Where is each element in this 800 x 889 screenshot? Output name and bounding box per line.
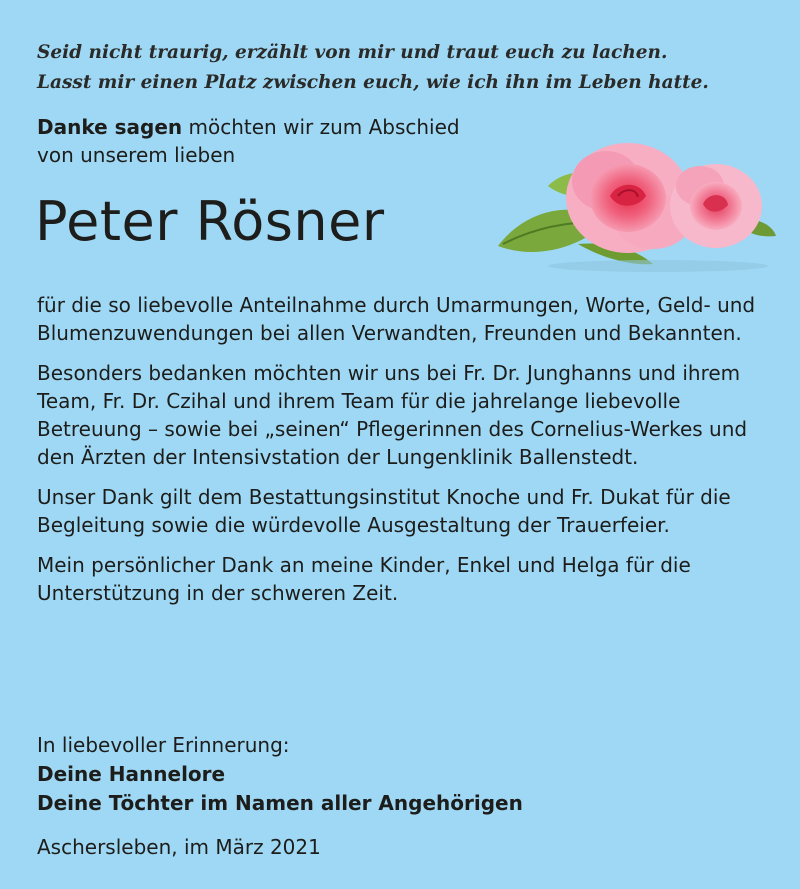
signature-family: Deine Töchter im Namen aller Angehörigen xyxy=(37,791,523,815)
signature-wife: Deine Hannelore xyxy=(37,762,226,786)
place-date: Aschersleben, im März 2021 xyxy=(37,835,321,859)
body-text xyxy=(37,291,777,619)
intro-bold: Danke sagen xyxy=(37,115,183,139)
deceased-name: Peter Rösner xyxy=(35,190,385,253)
paragraph-special-thanks: Besonders bedanken möchten wir uns bei Fr. Dr. Junghanns und ihrem Team, Fr. Dr. Czihal und ihrem Team für die jahrelange liebevolle Betreuung – sowie bei „seinen“ Pflegerinnen des Cornelius-Werkes und den Ärzten der Intensivstation der Lungenklinik Ballenstedt. xyxy=(37,361,748,469)
motto-line-2: Lasst mir einen Platz zwischen euch, wie ich ihn im Leben hatte. xyxy=(37,72,709,93)
closing-signature xyxy=(37,731,777,818)
intro-text xyxy=(37,113,497,169)
intro-rest: möchten wir zum Abschied xyxy=(182,115,460,139)
intro-line-2: von unserem lieben xyxy=(37,143,236,167)
roses-icon xyxy=(488,126,778,274)
motto-quote xyxy=(37,38,777,98)
paragraph-funeral-thanks: Unser Dank gilt dem Bestattungsinstitut Knoche und Fr. Dukat für die Begleitung sowie die würdevolle Ausgestaltung der Trauerfeier. xyxy=(37,485,731,537)
closing-line: In liebevoller Erinnerung: xyxy=(37,733,290,757)
motto-line-1: Seid nicht traurig, erzählt von mir und traut euch zu lachen. xyxy=(37,42,668,63)
paragraph-personal-thanks: Mein persönlicher Dank an meine Kinder, Enkel und Helga für die Unterstützung in der schweren Zeit. xyxy=(37,553,691,605)
paragraph-thanks: für die so liebevolle Anteilnahme durch Umarmungen, Worte, Geld- und Blumenzuwendungen bei allen Verwandten, Freunden und Bekannten. xyxy=(37,293,756,345)
